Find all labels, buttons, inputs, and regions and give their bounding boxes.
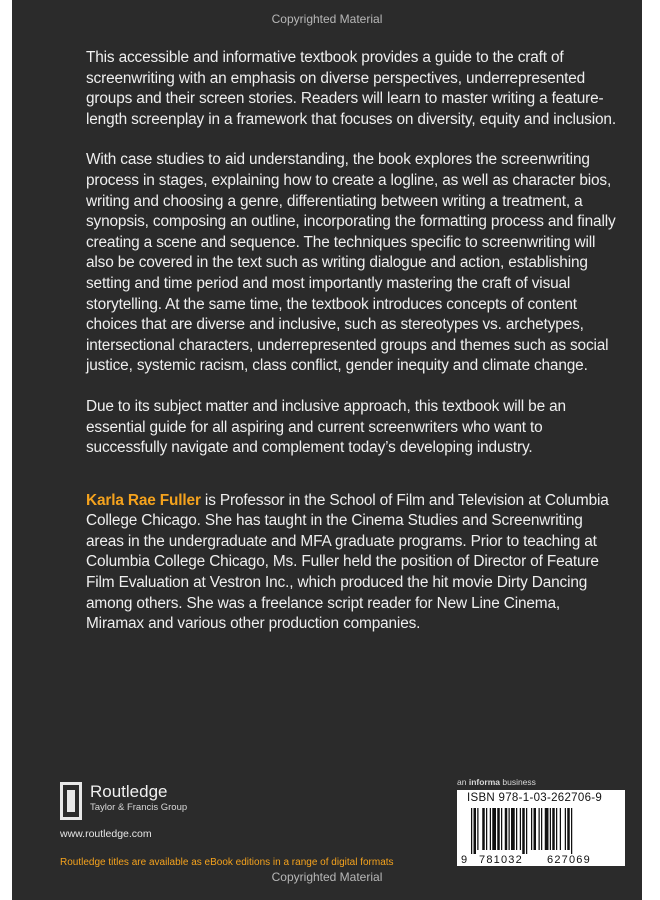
publisher-url[interactable]: www.routledge.com xyxy=(60,828,152,840)
blurb-paragraph-3: Due to its subject matter and inclusive approach, this textbook will be an essential guide for all aspiring and current screenwriters who want to successfully navigate and complement today’s developing industry. xyxy=(86,397,566,457)
barcode-icon xyxy=(457,790,625,866)
isbn-barcode xyxy=(457,790,625,866)
author-bio-text: is Professor in the School of Film and Television at Columbia College Chicago. She has taught in the Cinema Studies and Screenwriting areas in the undergraduate and MFA graduate programs. Prior to teaching at Columbia College Chicago, Ms. Fuller held the position of Director of Feature Film Evaluation at Vestron Inc., which produced the hit movie Dirty Dancing among others. She was a freelance script reader for New Line Cinema, Miramax and various other production companies. xyxy=(86,491,609,633)
isbn-label: ISBN 978-1-03-262706-9 xyxy=(467,792,603,804)
barcode-digits-right: 627069 xyxy=(547,854,591,866)
watermark-bottom: Copyrighted Material xyxy=(271,870,383,884)
blurb-paragraph-2: With case studies to aid understanding, the book explores the screenwriting process in stages, explaining how to create a logline, as well as character bios, writing and choosing a genre, differentiating between writing a treatment, a synopsis, composing an outline, incorporating the formatting process and finally creating a scene and sequence. The techniques specific to screenwriting will also be covered in the text such as writing dialogue and action, establishing setting and time period and most importantly mastering the craft of visual storytelling. At the same time, the textbook introduces concepts of content choices that are diverse and inclusive, such as stereotypes vs. archetypes, intersectional characters, underrepresented groups and themes such as social justice, systemic racism, class conflict, gender inequity and climate change. xyxy=(86,151,616,375)
informa-business-label: an informa business xyxy=(457,777,536,787)
barcode-digit-first: 9 xyxy=(461,854,468,866)
author-name: Karla Rae Fuller xyxy=(86,491,201,509)
publisher-name: Routledge xyxy=(90,782,168,801)
author-bio xyxy=(86,491,616,635)
barcode-digits-left: 781032 xyxy=(479,854,523,866)
publisher-subtitle: Taylor & Francis Group xyxy=(90,802,188,813)
ebook-note: Routledge titles are available as eBook editions in a range of digital formats xyxy=(60,857,394,868)
blurb-paragraph-1: This accessible and informative textbook provides a guide to the craft of screenwriting with an emphasis on diverse perspectives, underrepresented groups and their screen stories. Readers will learn to master writing a feature-length screenplay in a framework that focuses on diversity, equity and inclusion. xyxy=(86,49,616,128)
watermark-top: Copyrighted Material xyxy=(271,12,383,26)
routledge-logo-icon xyxy=(60,782,82,820)
book-back-cover xyxy=(12,0,642,900)
cover-text xyxy=(86,48,616,655)
